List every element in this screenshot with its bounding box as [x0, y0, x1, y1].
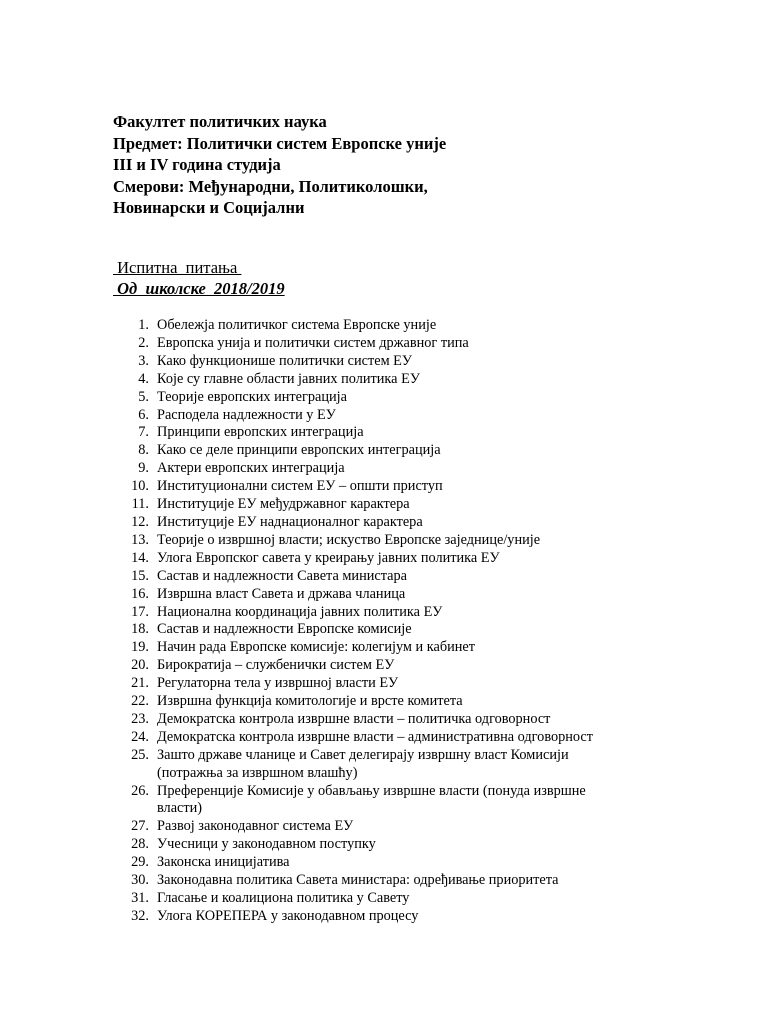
question-number: 21. [131, 675, 149, 692]
list-item [0, 424, 617, 442]
question-number: 7. [138, 424, 149, 441]
question-number: 13. [131, 531, 149, 548]
question-text: Европска унија и политички систем државног типа [157, 334, 469, 351]
list-item [0, 854, 617, 872]
programs-line-2: Новинарски и Социјални [113, 198, 305, 217]
list-item [0, 639, 617, 657]
question-number: 30. [131, 872, 149, 889]
list-item [0, 532, 617, 550]
list-item [0, 890, 617, 908]
list-item [0, 335, 617, 353]
list-item [0, 729, 617, 747]
question-text: Гласање и коалициона политика у Савету [157, 890, 410, 906]
question-text: Институције ЕУ међудржавног карактера [157, 496, 410, 513]
question-number: 20. [131, 657, 149, 674]
list-item [0, 371, 617, 389]
subject-line: Предмет: Политички систем Европске уније [113, 133, 447, 153]
list-item [0, 568, 617, 586]
question-number: 27. [131, 818, 149, 835]
question-text: Извршна власт Савета и држава чланица [157, 585, 406, 602]
question-text: Институционални систем ЕУ – општи приступ [157, 478, 443, 495]
list-item [0, 657, 617, 675]
question-number: 32. [131, 907, 149, 924]
question-text: Начин рада Европске комисије: колегијум и кабинет [157, 639, 475, 656]
list-item [0, 836, 617, 854]
list-item [0, 621, 617, 639]
list-item [0, 478, 617, 496]
question-text: Национална координација јавних политика ЕУ [157, 603, 443, 620]
question-text: Расподела надлежности у ЕУ [157, 406, 336, 423]
list-item [0, 442, 617, 460]
question-text: Демократска контрола извршне власти – политичка одговорност [157, 710, 551, 727]
question-number: 19. [131, 639, 149, 656]
question-number: 28. [131, 836, 149, 853]
question-text: Како се деле принципи европских интеграција [157, 442, 441, 459]
question-text: Преференције Комисије у обављању извршне власти (понуда извршне власти) [157, 782, 586, 817]
list-item [0, 604, 617, 622]
question-number: 23. [131, 710, 149, 727]
faculty-name: Факултет политичких наука [113, 112, 327, 131]
question-number: 18. [131, 621, 149, 638]
question-text: Теорије о извршној власти; искуство Европске заједнице/уније [157, 531, 541, 548]
list-item [0, 353, 617, 371]
question-text: Принципи европских интеграција [157, 424, 364, 441]
list-item [0, 711, 617, 729]
list-item [0, 693, 617, 711]
list-item [0, 407, 617, 425]
question-number: 14. [131, 549, 149, 566]
question-number: 31. [131, 890, 149, 906]
question-text: Законодавна политика Савета министара: одређивање приоритета [157, 872, 559, 889]
list-item [0, 872, 617, 890]
question-text: Зашто државе чланице и Савет делегирају извршну власт Комисији (потражња за извршном влашћу) [157, 746, 569, 781]
question-text: Улога Европског савета у креирању јавних политика ЕУ [157, 549, 500, 566]
question-list [0, 317, 617, 926]
school-year-line: Од школске 2018/2019 [113, 279, 285, 298]
question-number: 5. [138, 388, 149, 405]
question-text: Развој законодавног система ЕУ [157, 818, 354, 835]
question-number: 25. [131, 746, 149, 763]
programs-line-1: Смерови: Међународни, Политиколошки, [113, 176, 428, 196]
question-text: Демократска контрола извршне власти – административна одговорност [157, 728, 594, 745]
question-number: 11. [131, 496, 149, 513]
exam-questions-title: Испитна питања [113, 258, 242, 277]
list-item [0, 818, 617, 836]
question-number: 26. [131, 782, 149, 799]
question-text: Регулаторна тела у извршној власти ЕУ [157, 675, 399, 692]
list-item [0, 460, 617, 478]
question-text: Теорије европских интеграција [157, 388, 347, 405]
question-number: 15. [131, 567, 149, 584]
question-number: 4. [138, 370, 149, 387]
question-number: 22. [131, 693, 149, 710]
question-number: 29. [131, 854, 149, 871]
question-text: Улога КОРЕПЕРА у законодавном процесу [157, 907, 419, 924]
question-number: 1. [138, 317, 149, 333]
question-text: Учесници у законодавном поступку [157, 836, 376, 853]
list-item [0, 317, 617, 335]
list-item [0, 514, 617, 532]
list-item [0, 675, 617, 693]
list-item [0, 908, 617, 926]
question-text: Бирократија – службенички систем ЕУ [157, 657, 395, 674]
question-text: Извршна функција комитологије и врсте комитета [157, 693, 463, 710]
list-item [0, 586, 617, 604]
question-number: 16. [131, 585, 149, 602]
question-number: 2. [138, 334, 149, 351]
list-item [0, 747, 617, 783]
question-text: Законска иницијатива [157, 854, 290, 871]
question-text: Актери европских интеграција [157, 460, 345, 477]
question-number: 9. [138, 460, 149, 477]
exam-subtitle [113, 257, 285, 299]
question-text: Које су главне области јавних политика ЕУ [157, 370, 420, 387]
list-item [0, 496, 617, 514]
question-text: Како функционише политички систем ЕУ [157, 352, 413, 369]
question-number: 17. [131, 603, 149, 620]
study-year-line: III и IV година студија [113, 155, 281, 174]
question-text: Састав и надлежности Савета министара [157, 567, 407, 584]
list-item [0, 550, 617, 568]
question-number: 6. [138, 406, 149, 423]
document-header [113, 111, 446, 219]
question-number: 3. [138, 352, 149, 369]
question-number: 10. [131, 478, 149, 495]
question-text: Састав и надлежности Европске комисије [157, 621, 412, 638]
list-item [0, 389, 617, 407]
question-text: Обележја политичког система Европске уније [157, 317, 437, 333]
question-text: Институције ЕУ наднационалног карактера [157, 513, 423, 530]
question-number: 12. [131, 513, 149, 530]
question-number: 24. [131, 728, 149, 745]
list-item [0, 783, 617, 819]
question-number: 8. [138, 442, 149, 459]
